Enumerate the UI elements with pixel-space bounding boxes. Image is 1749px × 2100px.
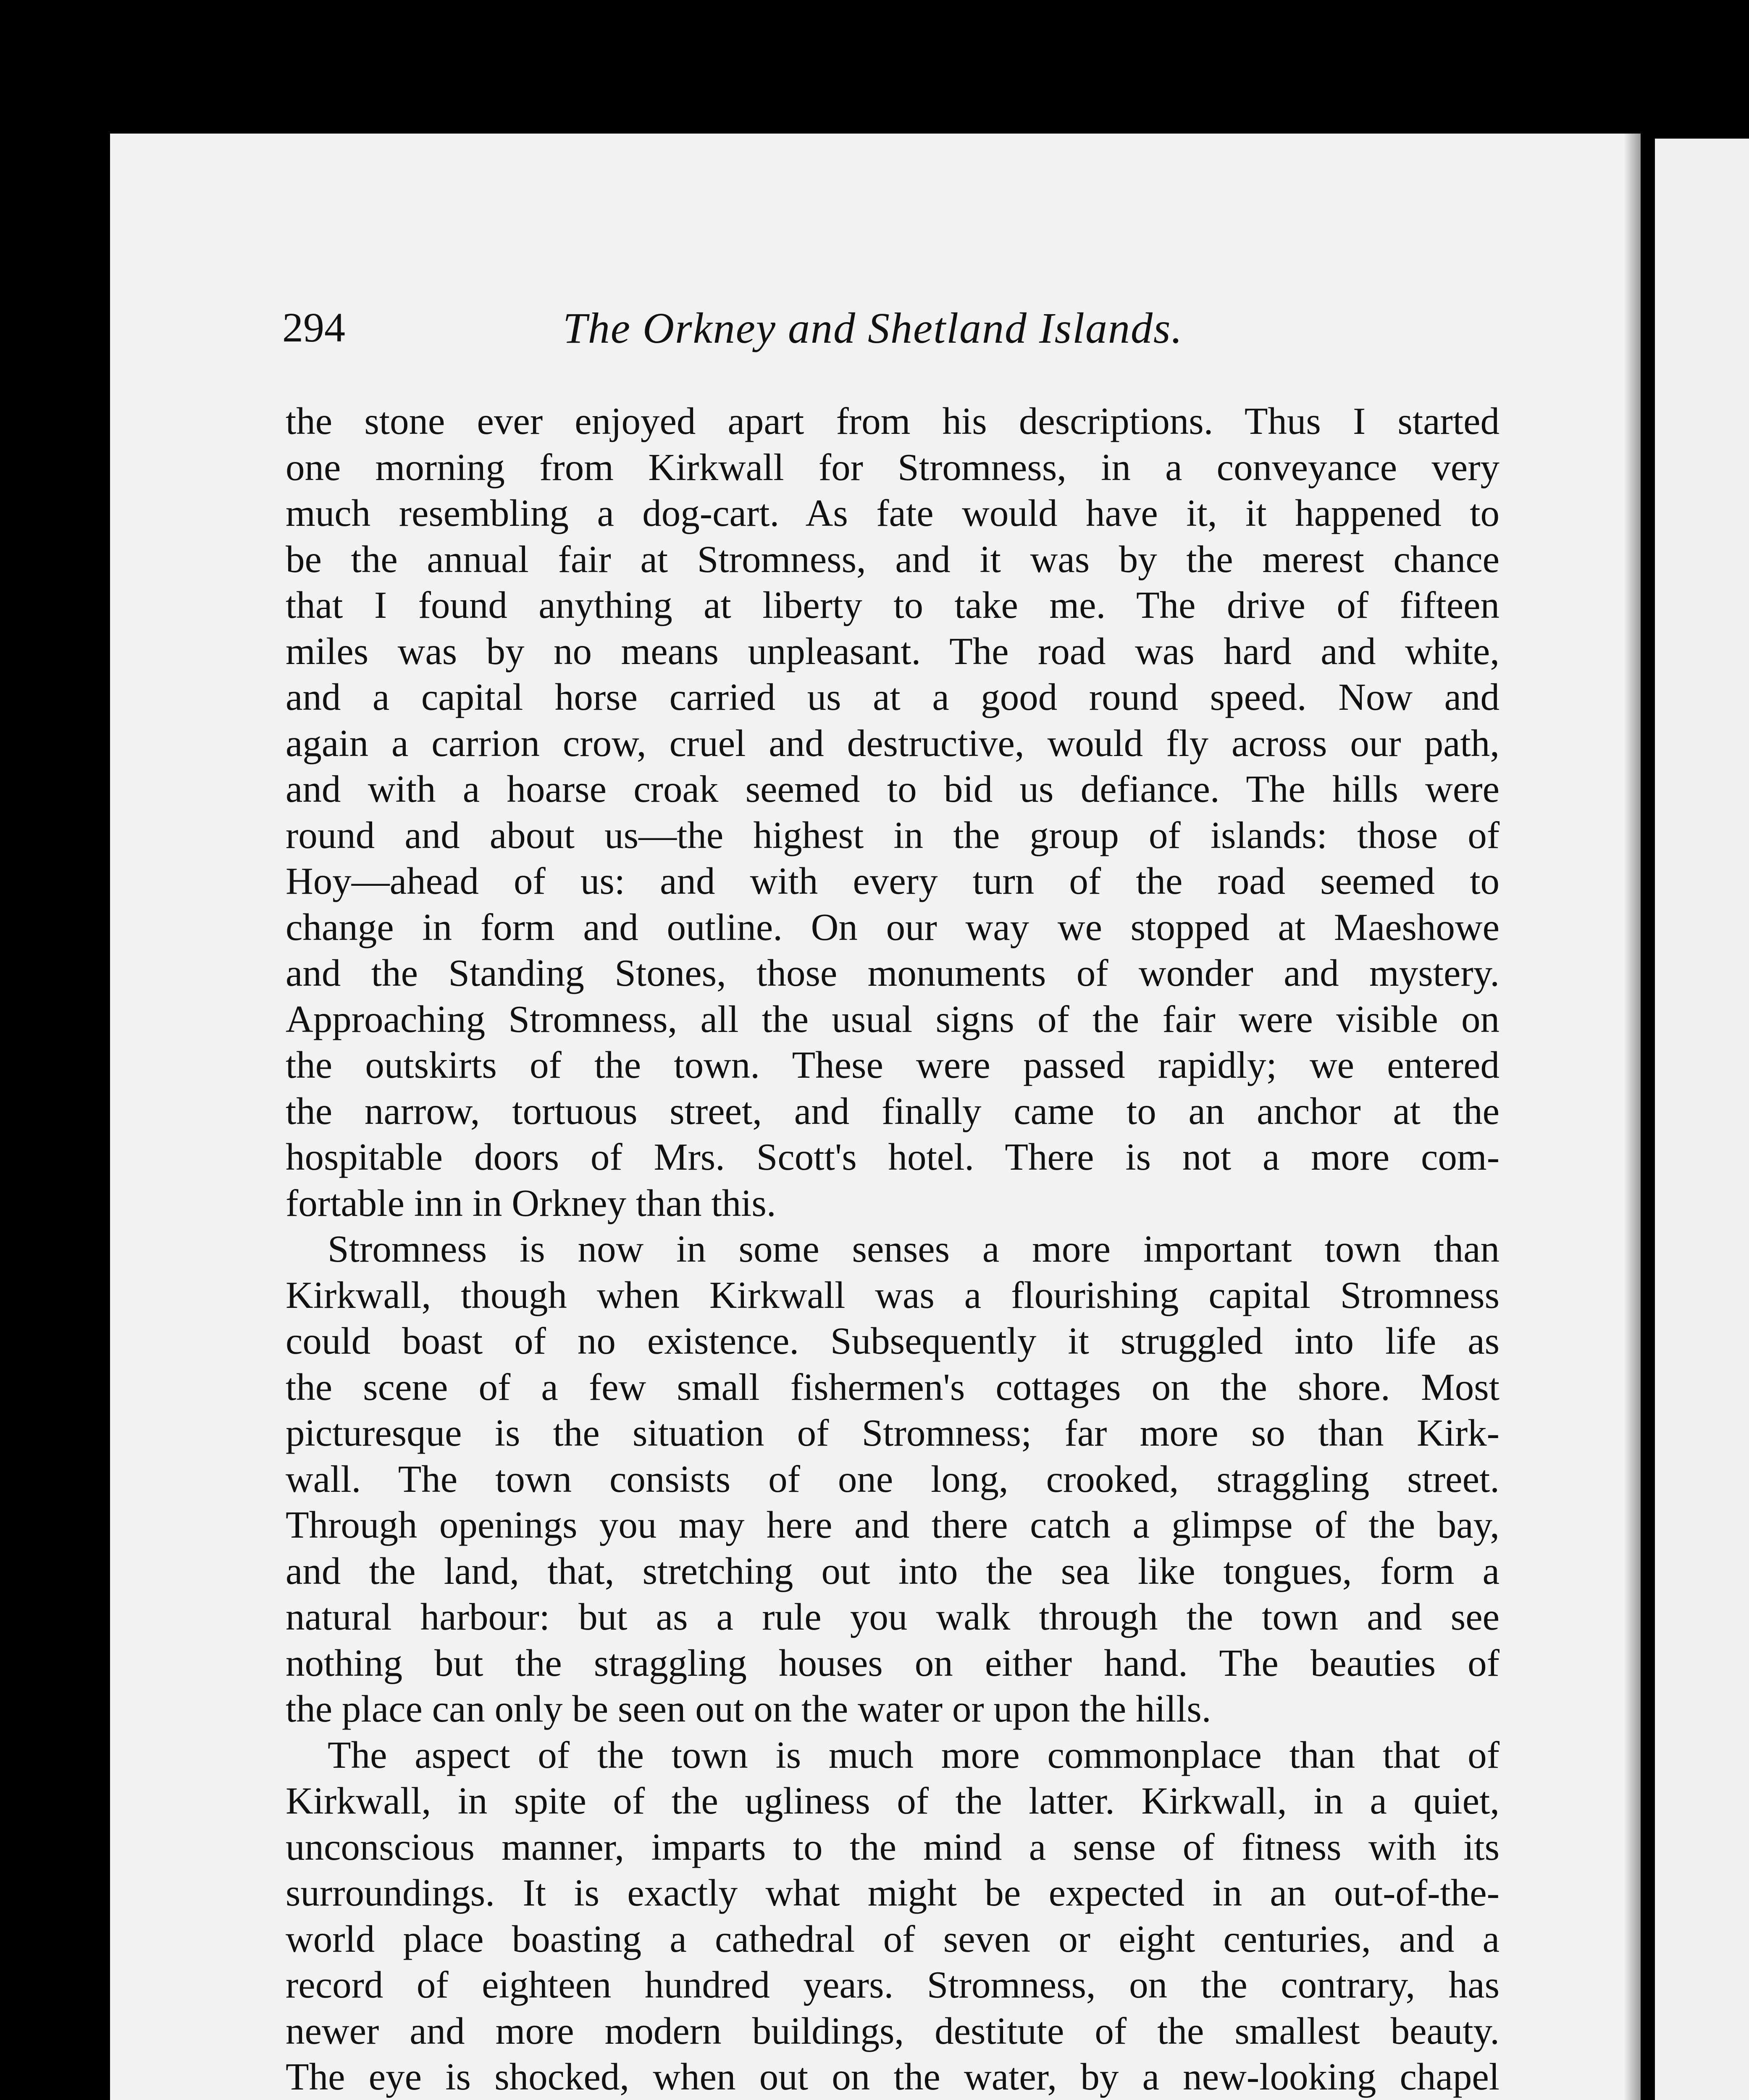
page-gutter-shadow <box>1624 134 1641 2100</box>
text-line: The aspect of the town is much more commonplace than that of <box>328 1733 1500 1776</box>
text-line: change in form and outline. On our way we stopped at Maeshowe <box>286 906 1500 948</box>
text-line: miles was by no means unpleasant. The road was hard and white, <box>286 630 1500 672</box>
text-line: unconscious manner, imparts to the mind a sense of fitness with its <box>286 1825 1500 1868</box>
text-line: Hoy—ahead of us: and with every turn of the road seemed to <box>286 860 1500 902</box>
page-number: 294 <box>282 304 345 351</box>
text-line: record of eighteen hundred years. Stromness, on the contrary, has <box>286 1964 1500 2006</box>
text-line: and with a hoarse croak seemed to bid us defiance. The hills were <box>286 768 1500 810</box>
facing-page-edge <box>1655 139 1749 2100</box>
body-text <box>286 398 1500 2100</box>
text-line: Kirkwall, though when Kirkwall was a flourishing capital Stromness <box>286 1273 1500 1316</box>
text-line: wall. The town consists of one long, crooked, straggling street. <box>286 1457 1500 1500</box>
text-line: the place can only be seen out on the water or upon the hills. <box>286 1688 1211 1730</box>
text-line: be the annual fair at Stromness, and it was by the merest chance <box>286 538 1500 580</box>
text-line: The eye is shocked, when out on the water, by a new-looking chapel <box>286 2055 1500 2098</box>
text-line: that I found anything at liberty to take me. The drive of fifteen <box>286 584 1500 626</box>
text-line: Stromness is now in some senses a more important town than <box>328 1228 1500 1270</box>
text-line: and a capital horse carried us at a good round speed. Now and <box>286 676 1500 718</box>
text-line: natural harbour: but as a rule you walk through the town and see <box>286 1596 1500 1638</box>
text-line: the scene of a few small fishermen's cottages on the shore. Most <box>286 1365 1500 1408</box>
text-line: newer and more modern buildings, destitute of the smallest beauty. <box>286 2009 1500 2052</box>
text-line: fortable inn in Orkney than this. <box>286 1181 776 1224</box>
text-line: picturesque is the situation of Stromness; far more so than Kirk- <box>286 1412 1500 1454</box>
text-line: one morning from Kirkwall for Stromness, in a conveyance very <box>286 446 1500 488</box>
text-line: world place boasting a cathedral of seven or eight centuries, and a <box>286 1917 1500 1960</box>
text-line: and the land, that, stretching out into the sea like tongues, form a <box>286 1549 1500 1592</box>
text-line: Approaching Stromness, all the usual signs of the fair were visible on <box>286 998 1500 1040</box>
text-line: Through openings you may here and there catch a glimpse of the bay, <box>286 1504 1500 1546</box>
text-line: the outskirts of the town. These were passed rapidly; we entered <box>286 1044 1500 1086</box>
text-line: Kirkwall, in spite of the ugliness of the latter. Kirkwall, in a quiet, <box>286 1780 1500 1822</box>
text-line: nothing but the straggling houses on either hand. The beauties of <box>286 1641 1500 1684</box>
text-line: the stone ever enjoyed apart from his descriptions. Thus I started <box>286 400 1500 442</box>
text-line: hospitable doors of Mrs. Scott's hotel. There is not a more com- <box>286 1136 1500 1178</box>
text-line: could boast of no existence. Subsequently it struggled into life as <box>286 1320 1500 1362</box>
text-line: round and about us—the highest in the group of islands: those of <box>286 814 1500 856</box>
text-line: surroundings. It is exactly what might be expected in an out-of-the- <box>286 1872 1500 1914</box>
text-line: much resembling a dog-cart. As fate would have it, it happened to <box>286 492 1500 534</box>
text-line: again a carrion crow, cruel and destructive, would fly across our path, <box>286 722 1500 764</box>
text-line: and the Standing Stones, those monuments of wonder and mystery. <box>286 952 1500 994</box>
running-title: The Orkney and Shetland Islands. <box>563 304 1183 352</box>
text-line: the narrow, tortuous street, and finally came to an anchor at the <box>286 1089 1500 1132</box>
